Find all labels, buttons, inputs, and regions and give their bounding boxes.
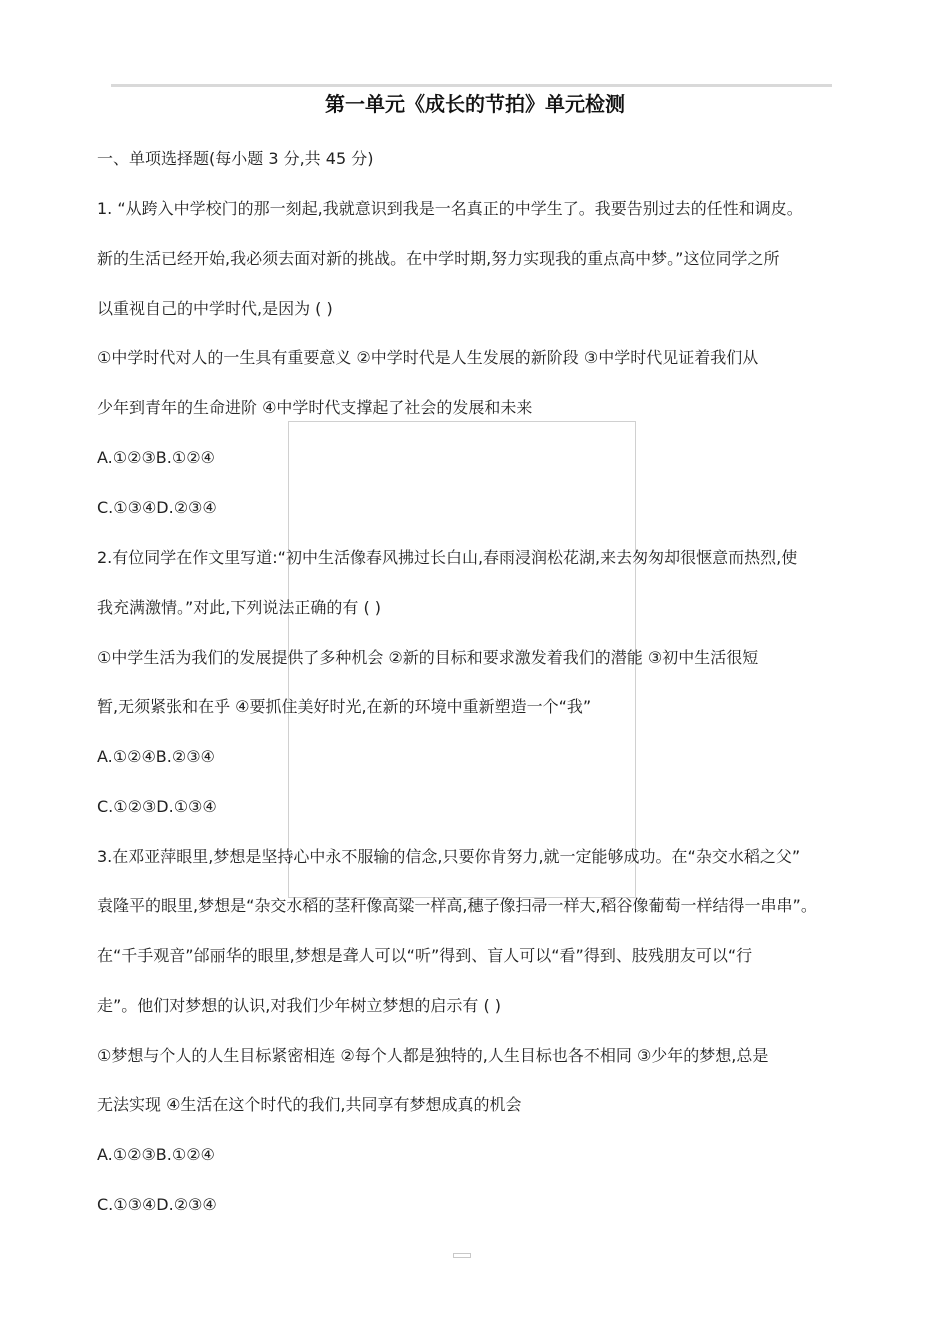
question-3-options-ab: A.①②③B.①②④ (97, 1145, 215, 1164)
question-1-stem-line-1: 1. “从跨入中学校门的那一刻起,我就意识到我是一名真正的中学生了。我要告别过去的任性和调皮。 (97, 199, 803, 218)
question-2-statements-line-2: 暂,无须紧张和在乎 ④要抓住美好时光,在新的环境中重新塑造一个“我” (97, 697, 592, 716)
question-3-options-cd: C.①③④D.②③④ (97, 1195, 217, 1214)
question-1-stem-line-2: 新的生活已经开始,我必须去面对新的挑战。在中学时期,努力实现我的重点高中梦。”这位同学之所 (97, 249, 780, 268)
question-3-statements-line-2: 无法实现 ④生活在这个时代的我们,共同享有梦想成真的机会 (97, 1095, 522, 1114)
question-2-stem-line-2: 我充满激情。”对此,下列说法正确的有 ( ) (97, 598, 382, 617)
question-1-options-cd: C.①③④D.②③④ (97, 498, 217, 517)
question-3-stem-line-3: 在“千手观音”邰丽华的眼里,梦想是聋人可以“听”得到、盲人可以“看”得到、肢残朋友可以“行 (97, 946, 753, 965)
question-2-statements-line-1: ①中学生活为我们的发展提供了多种机会 ②新的目标和要求激发着我们的潜能 ③初中生活很短 (97, 648, 759, 667)
question-3-statements-line-1: ①梦想与个人的人生目标紧密相连 ②每个人都是独特的,人生目标也各不相同 ③少年的梦想,总是 (97, 1046, 769, 1065)
page-title: 第一单元《成长的节拍》单元检测 (325, 92, 625, 116)
question-2-options-cd: C.①②③D.①③④ (97, 797, 217, 816)
question-2-stem-line-1: 2.有位同学在作文里写道:“初中生活像春风拂过长白山,春雨浸润松花湖,来去匆匆却很惬意而热烈,使 (97, 548, 798, 567)
question-3-stem-line-2: 袁隆平的眼里,梦想是“杂交水稻的茎秆像高粱一样高,穗子像扫帚一样大,稻谷像葡萄一样结得一串串”。 (97, 896, 817, 915)
question-1-statements-line-1: ①中学时代对人的一生具有重要意义 ②中学时代是人生发展的新阶段 ③中学时代见证着我们从 (97, 348, 759, 367)
section-heading: 一、单项选择题(每小题 3 分,共 45 分) (97, 149, 374, 168)
page-marker (453, 1253, 471, 1258)
question-3-stem-line-1: 3.在邓亚萍眼里,梦想是坚持心中永不服输的信念,只要你肯努力,就一定能够成功。在“杂交水稻之父” (97, 847, 801, 866)
question-1-options-ab: A.①②③B.①②④ (97, 448, 215, 467)
question-1-statements-line-2: 少年到青年的生命进阶 ④中学时代支撑起了社会的发展和未来 (97, 398, 533, 417)
top-rule (111, 84, 832, 87)
question-2-options-ab: A.①②④B.②③④ (97, 747, 215, 766)
question-3-stem-line-4: 走”。他们对梦想的认识,对我们少年树立梦想的启示有 ( ) (97, 996, 502, 1015)
question-1-stem-line-3: 以重视自己的中学时代,是因为 ( ) (97, 299, 333, 318)
